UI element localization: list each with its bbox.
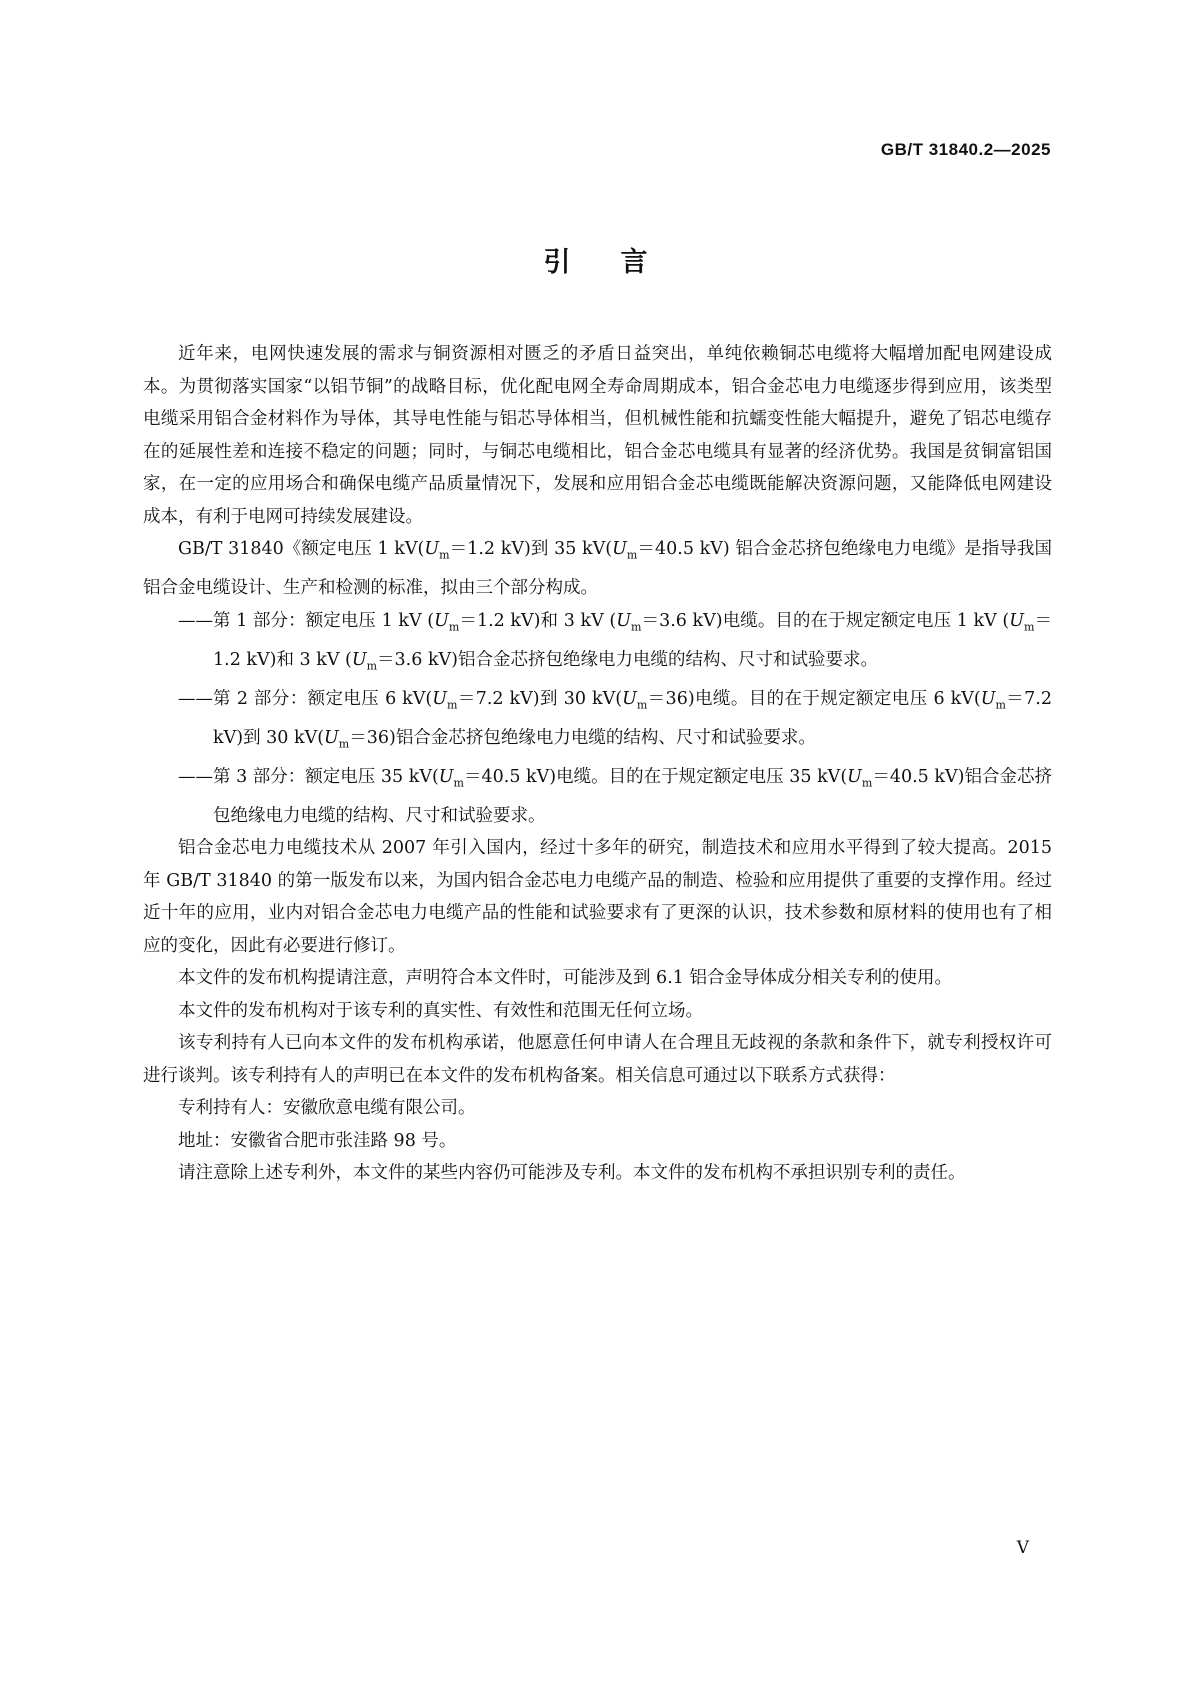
list-item: —— 第 3 部分：额定电压 35 $kV(U_m=40.5$ kV)电缆。目的在于规定额定电压 35 $kV(U_m=40.5$ kV)铝合金芯挤包绝缘电力电缆的结构、尺寸和试验要求。 (178, 766, 1052, 826)
paragraph: 本文件的发布机构对于该专利的真实性、有效性和范围无任何立场。 (178, 1000, 703, 1021)
paragraph: 铝合金芯电力电缆技术从 2007 年引入国内，经过十多年的研究，制造技术和应用水平得到了较大提高。2015 年 GB/T 31840 的第一版发布以来，为国内铝合金芯电力电缆产品的制造、检验和应用提供了重要的支撑作用。经过近十年的应用，业内对铝合金芯电力电缆产品的性能和试验要求有了更深的认识，技术参数和原材料的使用也有了相应的变化，因此有必要进行修订。 (143, 838, 1052, 956)
list-item: —— 第 1 部分：额定电压 1 kV ($U_m=1.2$ kV)和 3 kV ($U_m=3.6$ kV)电缆。目的在于规定额定电压 1 kV ($U_m=1.2$ kV)和 3 kV ($U_m=3.6$ kV)铝合金芯挤包绝缘电力电缆的结构、尺寸和试验要求。 (178, 610, 1053, 672)
parts-list (143, 605, 1052, 833)
standard-number: GB/T 31840.2—2025 (880, 140, 1051, 159)
paragraph: 近年来，电网快速发展的需求与铜资源相对匮乏的矛盾日益突出，单纯依赖铜芯电缆将大幅增加配电网建设成本。为贯彻落实国家“以铝节铜”的战略目标，优化配电网全寿命周期成本，铝合金芯电力电缆逐步得到应用，该类型电缆采用铝合金材料作为导体，其导电性能与铝芯导体相当，但机械性能和抗蠕变性能大幅提升，避免了铝芯电缆存在的延展性差和连接不稳定的问题；同时，与铜芯电缆相比，铝合金芯电缆具有显著的经济优势。我国是贫铜富铝国家，在一定的应用场合和确保电缆产品质量情况下，发展和应用铝合金芯电缆既能解决资源问题，又能降低电网建设成本，有利于电网可持续发展建设。 (143, 344, 1052, 527)
page-number: V (1016, 1538, 1029, 1558)
paragraph: 该专利持有人已向本文件的发布机构承诺，他愿意任何申请人在合理且无歧视的条款和条件下，就专利授权许可进行谈判。该专利持有人的声明已在本文件的发布机构备案。相关信息可通过以下联系方式获得： (143, 1033, 1052, 1086)
page-title: 引言 (543, 247, 698, 278)
list-item: —— 第 2 部分：额定电压 6 $kV(U_m=7.2$ kV)到 30 $kV(U_m=36)$电缆。目的在于规定额定电压 6 $kV(U_m=7.2$ kV)到 30 $kV(U_m=36)$铝合金芯挤包绝缘电力电缆的结构、尺寸和试验要求。 (178, 688, 1052, 750)
paragraph: 专利持有人：安徽欣意电缆有限公司。 (178, 1098, 476, 1118)
paragraph: 本文件的发布机构提请注意，声明符合本文件时，可能涉及到 6.1 铝合金导体成分相关专利的使用。 (178, 968, 952, 988)
paragraph: 请注意除上述专利外，本文件的某些内容仍可能涉及专利。本文件的发布机构不承担识别专利的责任。 (178, 1163, 966, 1183)
paragraph: 地址：安徽省合肥市张洼路 98 号。 (178, 1130, 457, 1151)
document-body (143, 338, 1052, 1190)
paragraph: GB/T 31840《额定电压 1 $kV(U_m=1.2$ kV)到 35 $kV(U_m=40.5$ kV) 铝合金芯挤包绝缘电力电缆》是指导我国铝合金电缆设计、生产和检测的标准，拟由三个部分构成。 (143, 539, 1052, 598)
